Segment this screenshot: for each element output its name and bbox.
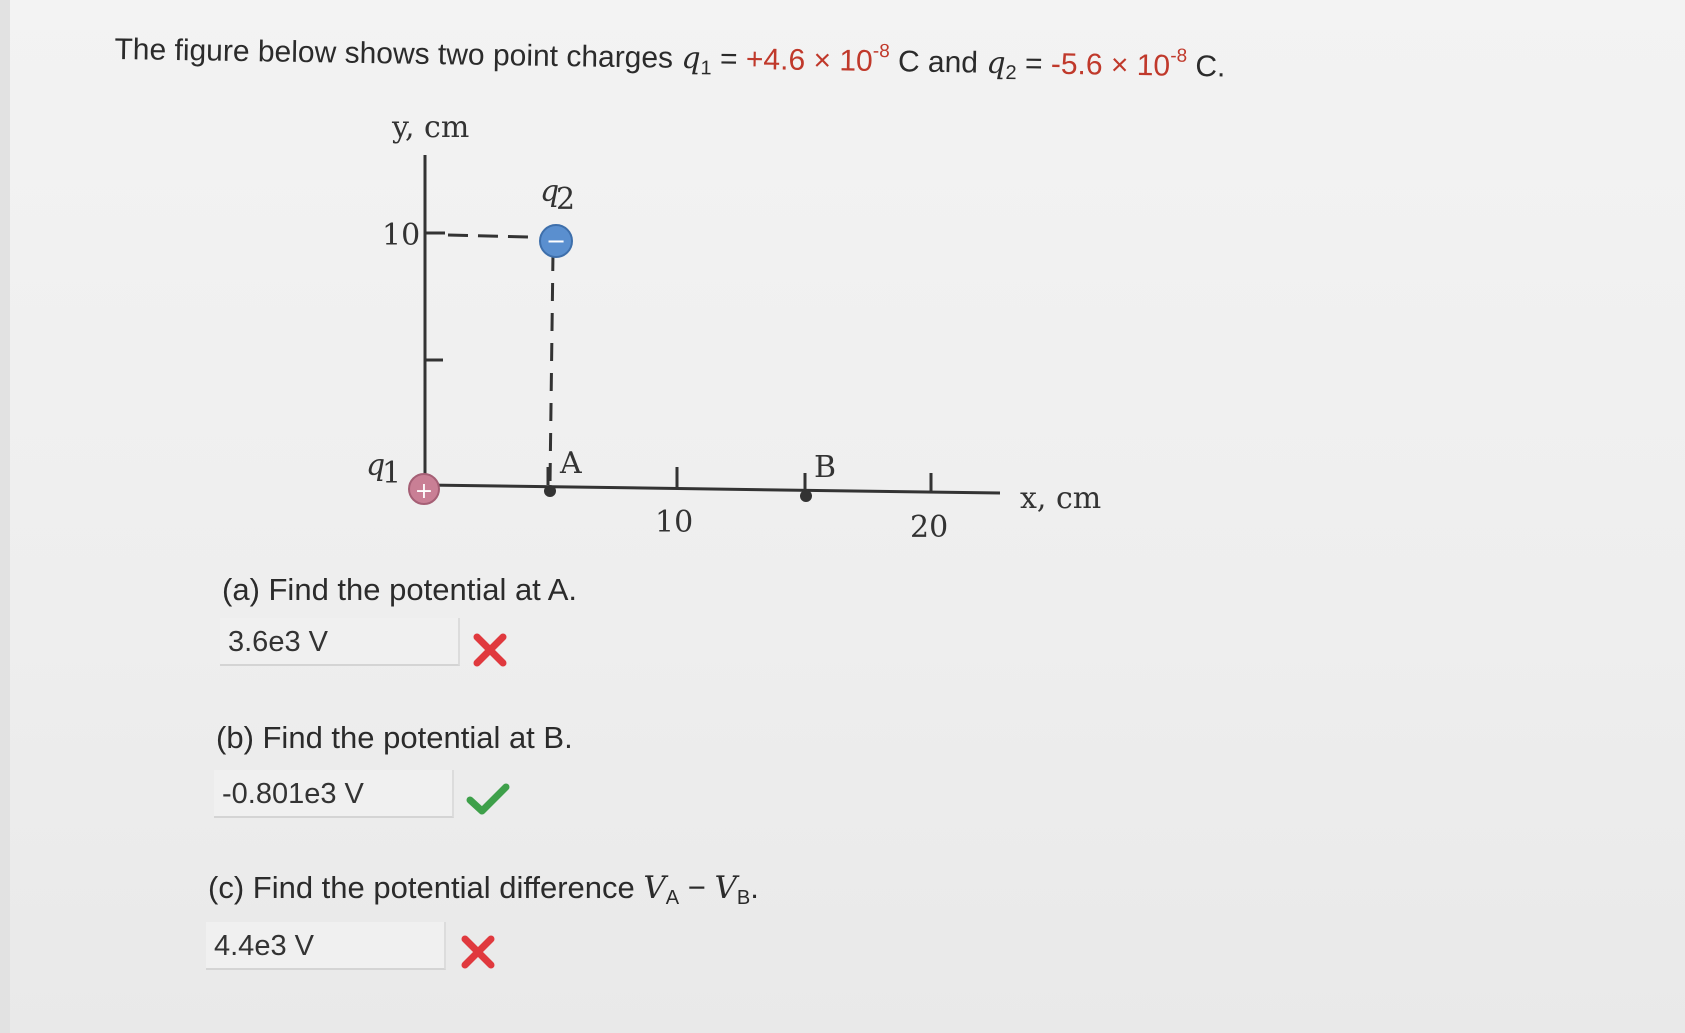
question-c-text: (c) Find the potential difference (208, 870, 644, 905)
answer-a-input[interactable]: 3.6e3 V (220, 618, 460, 666)
answer-c-input[interactable]: 4.4e3 V (206, 922, 446, 970)
q2-exponent: -8 (1170, 45, 1188, 67)
minus-sign: − (679, 870, 715, 905)
point-b-dot (800, 490, 812, 502)
charge-diagram (330, 105, 1110, 565)
va-subscript: A (665, 887, 680, 909)
x-tick-label-20: 20 (910, 510, 949, 545)
q1-unit-and: C and (889, 45, 987, 80)
q1-equals: = (711, 42, 747, 76)
question-c-end: . (750, 870, 759, 905)
point-a-dot (544, 485, 556, 497)
x-axis-label: x, cm (1020, 481, 1102, 516)
q2-equals: = (1016, 47, 1052, 81)
q2-unit: C. (1186, 49, 1226, 84)
va-symbol: V (643, 870, 666, 906)
q1-symbol: q (681, 40, 701, 77)
x-axis (425, 485, 1000, 493)
x-mark-icon (460, 934, 496, 970)
q1-label: q (366, 448, 386, 483)
q1-value: +4.6 × 10 (745, 42, 873, 78)
y-axis-label: y, cm (392, 110, 470, 145)
intro-text: The figure below shows two point charges (114, 32, 682, 75)
q2-value: -5.6 × 10 (1050, 47, 1171, 83)
q2-sign: − (545, 227, 567, 255)
q2-horizontal-guide (448, 235, 530, 237)
q2-label: q (540, 174, 560, 209)
q1-label-subscript: 1 (382, 456, 402, 491)
point-a-label: A (560, 446, 582, 481)
y-tick-label-10: 10 (382, 218, 421, 253)
q1-subscript: 1 (700, 57, 712, 80)
x-tick-label-10: 10 (655, 505, 694, 540)
check-mark-icon (466, 782, 510, 816)
q1-exponent: -8 (872, 40, 890, 63)
x-mark-icon (472, 632, 508, 668)
point-b-label: B (814, 450, 837, 485)
question-b: (b) Find the potential at B. (216, 720, 573, 755)
q1-sign: + (414, 479, 434, 504)
q2-subscript: 2 (1005, 61, 1017, 85)
q2-label-subscript: 2 (556, 182, 576, 217)
vb-subscript: B (736, 887, 751, 909)
question-c (208, 870, 759, 910)
page-edge (0, 0, 10, 1033)
q2-vertical-guide (550, 253, 553, 483)
q2-symbol: q (986, 45, 1006, 81)
vb-symbol: V (714, 870, 737, 906)
question-a: (a) Find the potential at A. (222, 572, 577, 607)
problem-statement (114, 18, 1226, 98)
answer-b-input[interactable]: -0.801e3 V (214, 770, 454, 818)
